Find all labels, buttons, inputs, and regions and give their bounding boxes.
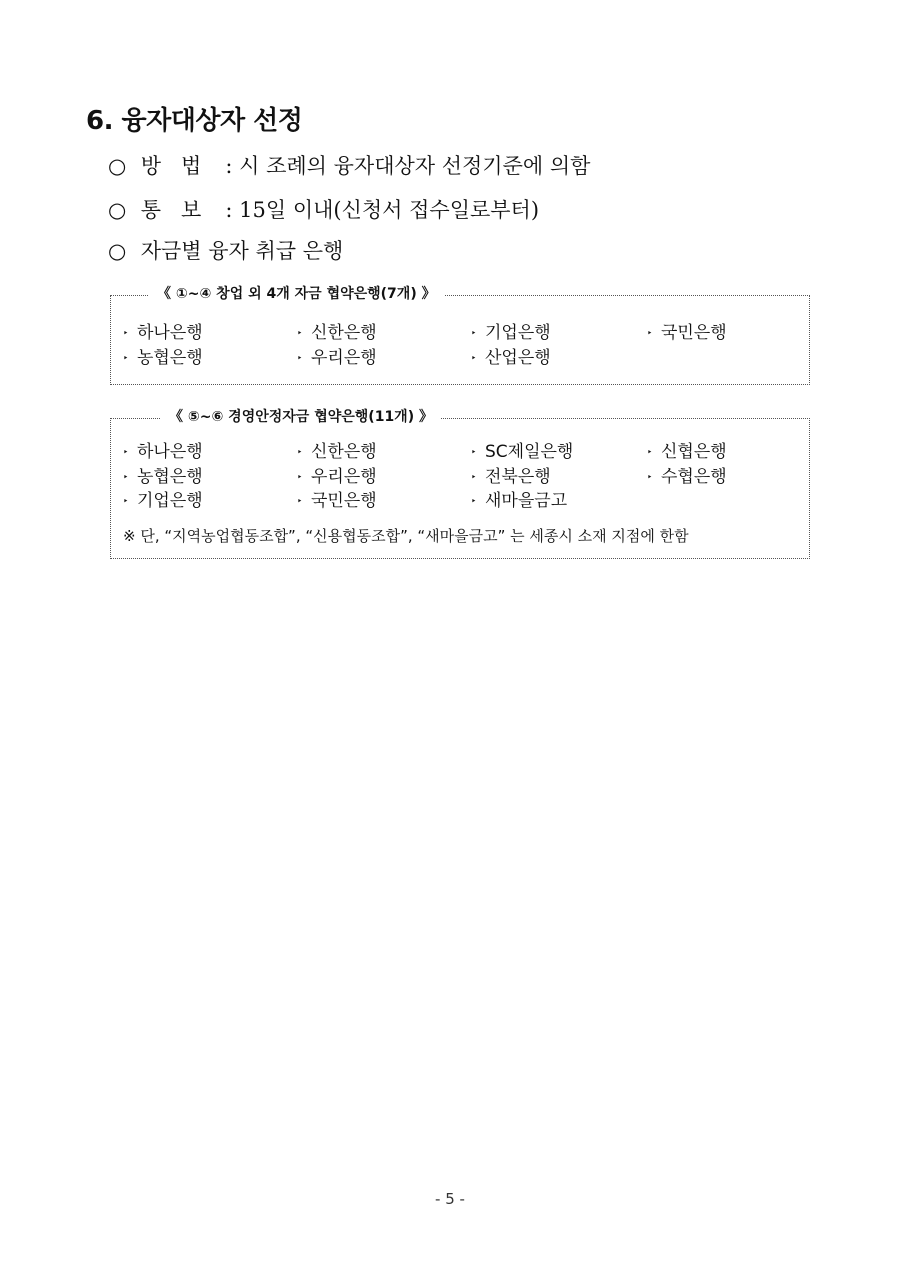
bank-item: ‣ 농협은행 — [123, 348, 203, 368]
section-heading: 6. 융자대상자 선정 — [86, 106, 303, 136]
box-2-title: 《 ⑤~⑥ 경영안정자금 협약은행(11개) 》 — [161, 406, 441, 426]
bank-item: ‣ 새마을금고 — [471, 491, 568, 511]
method-label: 방 법 — [140, 154, 202, 178]
method-item — [108, 150, 590, 180]
bank-item: ‣ 하나은행 — [123, 323, 203, 343]
bank-item: ‣ 수협은행 — [647, 467, 727, 487]
notice-item — [108, 194, 539, 224]
bank-item: ‣ 전북은행 — [471, 467, 551, 487]
bank-item: ‣ SC제일은행 — [471, 442, 574, 462]
bank-item: ‣ 신한은행 — [297, 442, 377, 462]
bank-item: ‣ 국민은행 — [647, 323, 727, 343]
bank-item: ‣ 산업은행 — [471, 348, 551, 368]
notice-sep: : — [225, 198, 233, 222]
bank-item: ‣ 신협은행 — [647, 442, 727, 462]
method-text: 시 조례의 융자대상자 선정기준에 의함 — [239, 154, 591, 178]
bank-list-text: 자금별 융자 취급 은행 — [140, 239, 344, 263]
notice-text: 15일 이내(신청서 접수일로부터) — [239, 198, 540, 222]
box-1-title: 《 ①~④ 창업 외 4개 자금 협약은행(7개) 》 — [149, 283, 444, 303]
circle-bullet: ○ — [108, 198, 127, 222]
circle-bullet: ○ — [108, 154, 127, 178]
bank-item: ‣ 기업은행 — [471, 323, 551, 343]
bank-item: ‣ 기업은행 — [123, 491, 203, 511]
bank-item: ‣ 하나은행 — [123, 442, 203, 462]
agreement-banks-box-2 — [110, 409, 810, 559]
notice-label: 통 보 — [140, 198, 202, 222]
bank-item: ‣ 우리은행 — [297, 467, 377, 487]
bank-item: ‣ 신한은행 — [297, 323, 377, 343]
page-number: - 5 - — [435, 1190, 465, 1208]
agreement-banks-box-1 — [110, 286, 810, 385]
bank-item: ‣ 농협은행 — [123, 467, 203, 487]
bank-list-item — [108, 235, 343, 265]
restriction-note: ※ 단, “지역농업협동조합”, “신용협동조합”, “새마을금고” 는 세종시 소재 지점에 한함 — [123, 527, 689, 545]
method-sep: : — [225, 154, 233, 178]
bank-item: ‣ 국민은행 — [297, 491, 377, 511]
bank-item: ‣ 우리은행 — [297, 348, 377, 368]
circle-bullet: ○ — [108, 239, 127, 263]
